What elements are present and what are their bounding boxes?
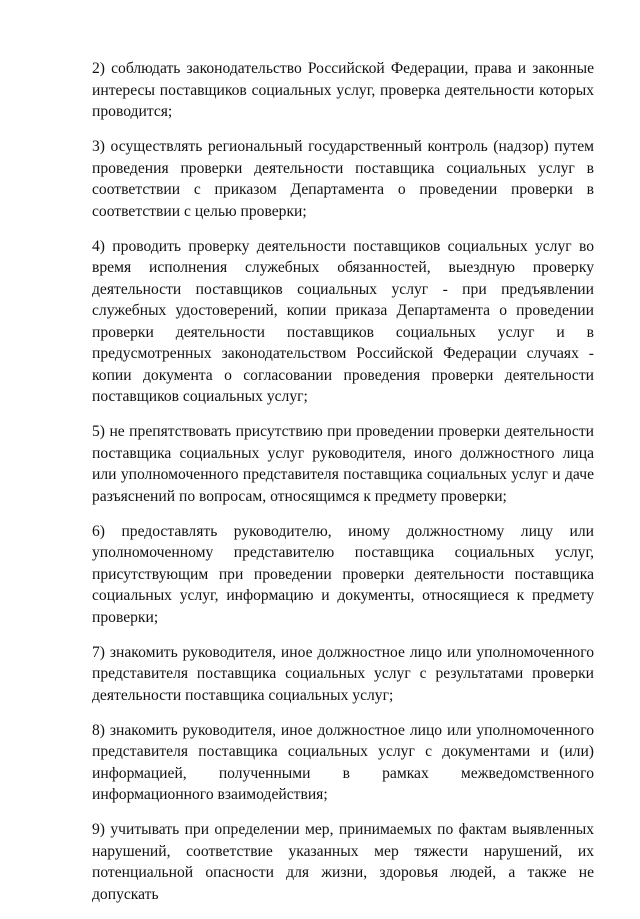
paragraph-item-4: 4) проводить проверку деятельности поставщиков социальных услуг во время исполнения служебных обязанностей, выездную проверку деятельности поставщиков социальных услуг - при предъявлении служебных удостоверений, копии приказа Департамента о проведении проверки деятельности поставщиков социальных услуг и в предусмотренных законодательством Российской Федерации случаях - копии документа о согласовании проведения проверки деятельности поставщиков социальных услуг; xyxy=(92,237,594,405)
paragraph-item-7: 7) знакомить руководителя, иное должностное лицо или уполномоченного представителя поставщика социальных услуг с результатами проверки деятельности поставщика социальных услуг; xyxy=(92,643,594,704)
paragraph-item-3: 3) осуществлять региональный государственный контроль (надзор) путем проведения проверки деятельности поставщика социальных услуг в соответствии с приказом Департамента о проведении проверки в соответствии с целью проверки; xyxy=(92,138,594,220)
paragraph-item-9: 9) учитывать при определении мер, принимаемых по фактам выявленных нарушений, соответствие указанных мер тяжести нарушений, их потенциальной опасности для жизни, здоровья людей, а также не допускать xyxy=(92,821,594,903)
paragraph-item-5: 5) не препятствовать присутствию при проведении проверки деятельности поставщика социальных услуг руководителя, иного должностного лица или уполномоченного представителя поставщика социальных услуг и даче разъяснений по вопросам, относящимся к предмету проверки; xyxy=(92,423,594,505)
document-body xyxy=(92,58,594,919)
paragraph-item-8: 8) знакомить руководителя, иное должностное лицо или уполномоченного представителя поставщика социальных услуг с документами и (или) информацией, полученными в рамках межведомственного информационного взаимодействия; xyxy=(92,721,594,803)
paragraph-item-2: 2) соблюдать законодательство Российской Федерации, права и законные интересы поставщиков социальных услуг, проверка деятельности которых проводится; xyxy=(92,60,594,120)
paragraph-item-6: 6) предоставлять руководителю, иному должностному лицу или уполномоченному представителю поставщика социальных услуг, присутствующим при проведении проверки деятельности поставщика социальных услуг, информацию и документы, относящиеся к предмету проверки; xyxy=(92,522,594,626)
